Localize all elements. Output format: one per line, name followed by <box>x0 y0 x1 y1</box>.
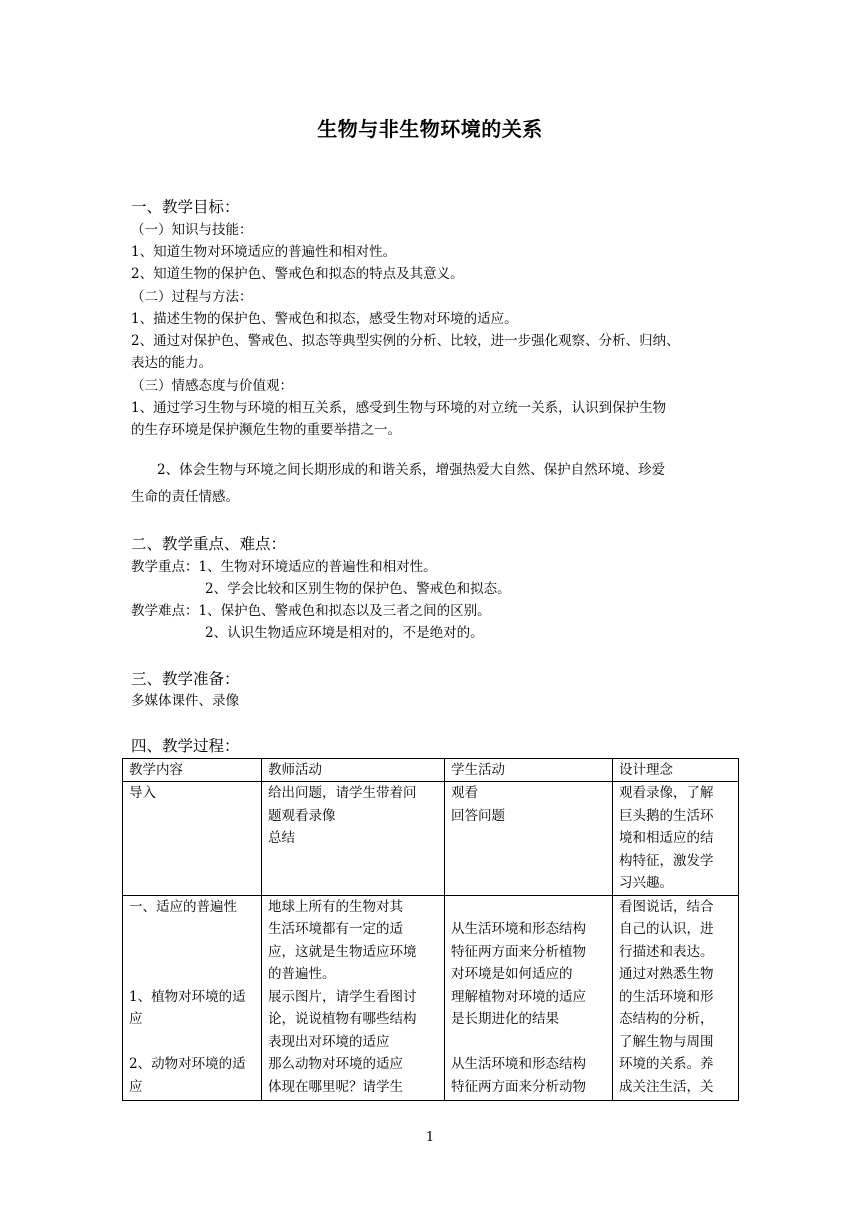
cell-text: 对环境是如何适应的 <box>451 966 573 982</box>
cell-text: 看图说话，结合 <box>619 898 714 915</box>
cell-text: 题观看录像 <box>268 807 336 824</box>
table-cell-design <box>613 782 739 896</box>
cell-text: 特征两方面来分析动物 <box>451 1078 586 1095</box>
section1-item-continued: 表达的能力。 <box>131 355 212 371</box>
cell-text: 特征两方面来分析植物 <box>451 943 586 960</box>
table-cell-teacher <box>262 782 445 896</box>
section1-item: 2、体会生物与环境之间长期形成的和谐关系，增强热爱大自然、保护自然环境、珍爱 <box>157 462 666 478</box>
cell-text: 应 <box>129 1078 143 1095</box>
section1-heading: 一、教学目标： <box>131 198 240 216</box>
cell-text: 体现在哪里呢？请学生 <box>268 1078 403 1095</box>
cell-text: 巨头鹅的生活环 <box>619 807 714 824</box>
cell-text: 从生活环境和形态结构 <box>451 921 586 937</box>
cell-text: 环境的关系。养 <box>619 1056 714 1072</box>
section4-heading: 四、教学过程： <box>131 737 240 755</box>
cell-text: 构特征，激发学 <box>619 852 714 869</box>
cell-text: 习兴趣。 <box>619 875 673 891</box>
section1-item-continued: 生命的责任情感。 <box>131 489 239 505</box>
preparation-content: 多媒体课件、录像 <box>131 693 239 709</box>
cell-text: 总结 <box>268 830 295 846</box>
cell-text: 地球上所有的生物对其 <box>268 898 403 915</box>
section1-item: 1、描述生物的保护色、警戒色和拟态，感受生物对环境的适应。 <box>131 311 518 327</box>
cell-text: 应，这就是生物适应环境 <box>268 943 417 960</box>
section1-subheading-attitude: （三）情感态度与价值观： <box>131 378 293 394</box>
cell-text: 那么动物对环境的适应 <box>268 1056 403 1072</box>
section3-heading: 三、教学准备： <box>131 670 240 688</box>
cell-text: 的普遍性。 <box>268 966 336 982</box>
section1-item: 2、知道生物的保护色、警戒色和拟态的特点及其意义。 <box>131 266 464 282</box>
table-row <box>123 895 739 1100</box>
cell-text: 成关注生活，关 <box>619 1078 714 1095</box>
section1-item-continued: 的生存环境是保护濒危生物的重要举措之一。 <box>131 422 401 438</box>
table-cell-student <box>445 782 613 896</box>
cell-text: 行描述和表达。 <box>619 943 714 960</box>
section1-item: 1、知道生物对环境适应的普遍性和相对性。 <box>131 244 397 260</box>
page-number: 1 <box>425 1130 435 1145</box>
difficult-point: 教学难点：1、保护色、警戒色和拟态以及三者之间的区别。 <box>131 603 491 619</box>
section2-heading: 二、教学重点、难点： <box>131 535 287 553</box>
cell-text: 境和相适应的结 <box>619 830 714 846</box>
table-cell-teacher <box>262 895 445 1100</box>
section1-item: 2、通过对保护色、警戒色、拟态等典型实例的分析、比较，进一步强化观察、分析、归纳、 <box>131 333 680 349</box>
section1-subheading-process: （二）过程与方法： <box>131 289 253 305</box>
cell-text: 自己的认识，进 <box>619 921 714 937</box>
cell-text: 应 <box>129 1011 143 1027</box>
cell-text: 了解生物与周围 <box>619 1033 714 1050</box>
cell-text: 理解植物对环境的适应 <box>451 988 586 1005</box>
difficult-point: 2、认识生物适应环境是相对的，不是绝对的。 <box>205 625 484 641</box>
table-header-row <box>123 759 739 782</box>
cell-text: 给出问题，请学生带着问 <box>268 785 417 801</box>
table-header-cell: 教学内容 <box>123 759 262 782</box>
cell-text: 的生活环境和形 <box>619 988 714 1005</box>
teaching-process-table <box>122 758 739 1101</box>
table-cell-student <box>445 895 613 1100</box>
cell-text: 生活环境都有一定的适 <box>268 921 403 937</box>
cell-text: 2、动物对环境的适 <box>129 1056 246 1072</box>
table-cell-content <box>123 895 262 1100</box>
cell-text: 一、适应的普遍性 <box>129 898 237 915</box>
cell-text: 通过对熟悉生物 <box>619 966 714 982</box>
section1-subheading-knowledge: （一）知识与技能： <box>131 222 253 238</box>
key-point: 2、学会比较和区别生物的保护色、警戒色和拟态。 <box>205 581 511 597</box>
table-header-cell: 教师活动 <box>262 759 445 782</box>
cell-text: 观看录像，了解 <box>619 785 714 801</box>
cell-text: 态结构的分析， <box>619 1011 714 1027</box>
cell-text: 回答问题 <box>451 807 505 824</box>
cell-text: 展示图片，请学生看图讨 <box>268 988 417 1005</box>
table-header-cell: 学生活动 <box>445 759 613 782</box>
key-point: 教学重点：1、生物对环境适应的普遍性和相对性。 <box>131 559 437 575</box>
table-row <box>123 782 739 896</box>
cell-text: 从生活环境和形态结构 <box>451 1056 586 1072</box>
section1-item: 1、通过学习生物与环境的相互关系，感受到生物与环境的对立统一关系，认识到保护生物 <box>131 400 667 416</box>
cell-text: 1、植物对环境的适 <box>129 988 246 1005</box>
cell-text: 是长期进化的结果 <box>451 1011 559 1027</box>
cell-text: 观看 <box>451 785 478 801</box>
cell-text: 导入 <box>129 785 156 801</box>
cell-text: 表现出对环境的适应 <box>268 1033 390 1050</box>
table-header-cell: 设计理念 <box>613 759 739 782</box>
cell-text: 论，说说植物有哪些结构 <box>268 1011 417 1027</box>
table-cell-design <box>613 895 739 1100</box>
document-title: 生物与非生物环境的关系 <box>317 117 543 141</box>
table-cell-content <box>123 782 262 896</box>
